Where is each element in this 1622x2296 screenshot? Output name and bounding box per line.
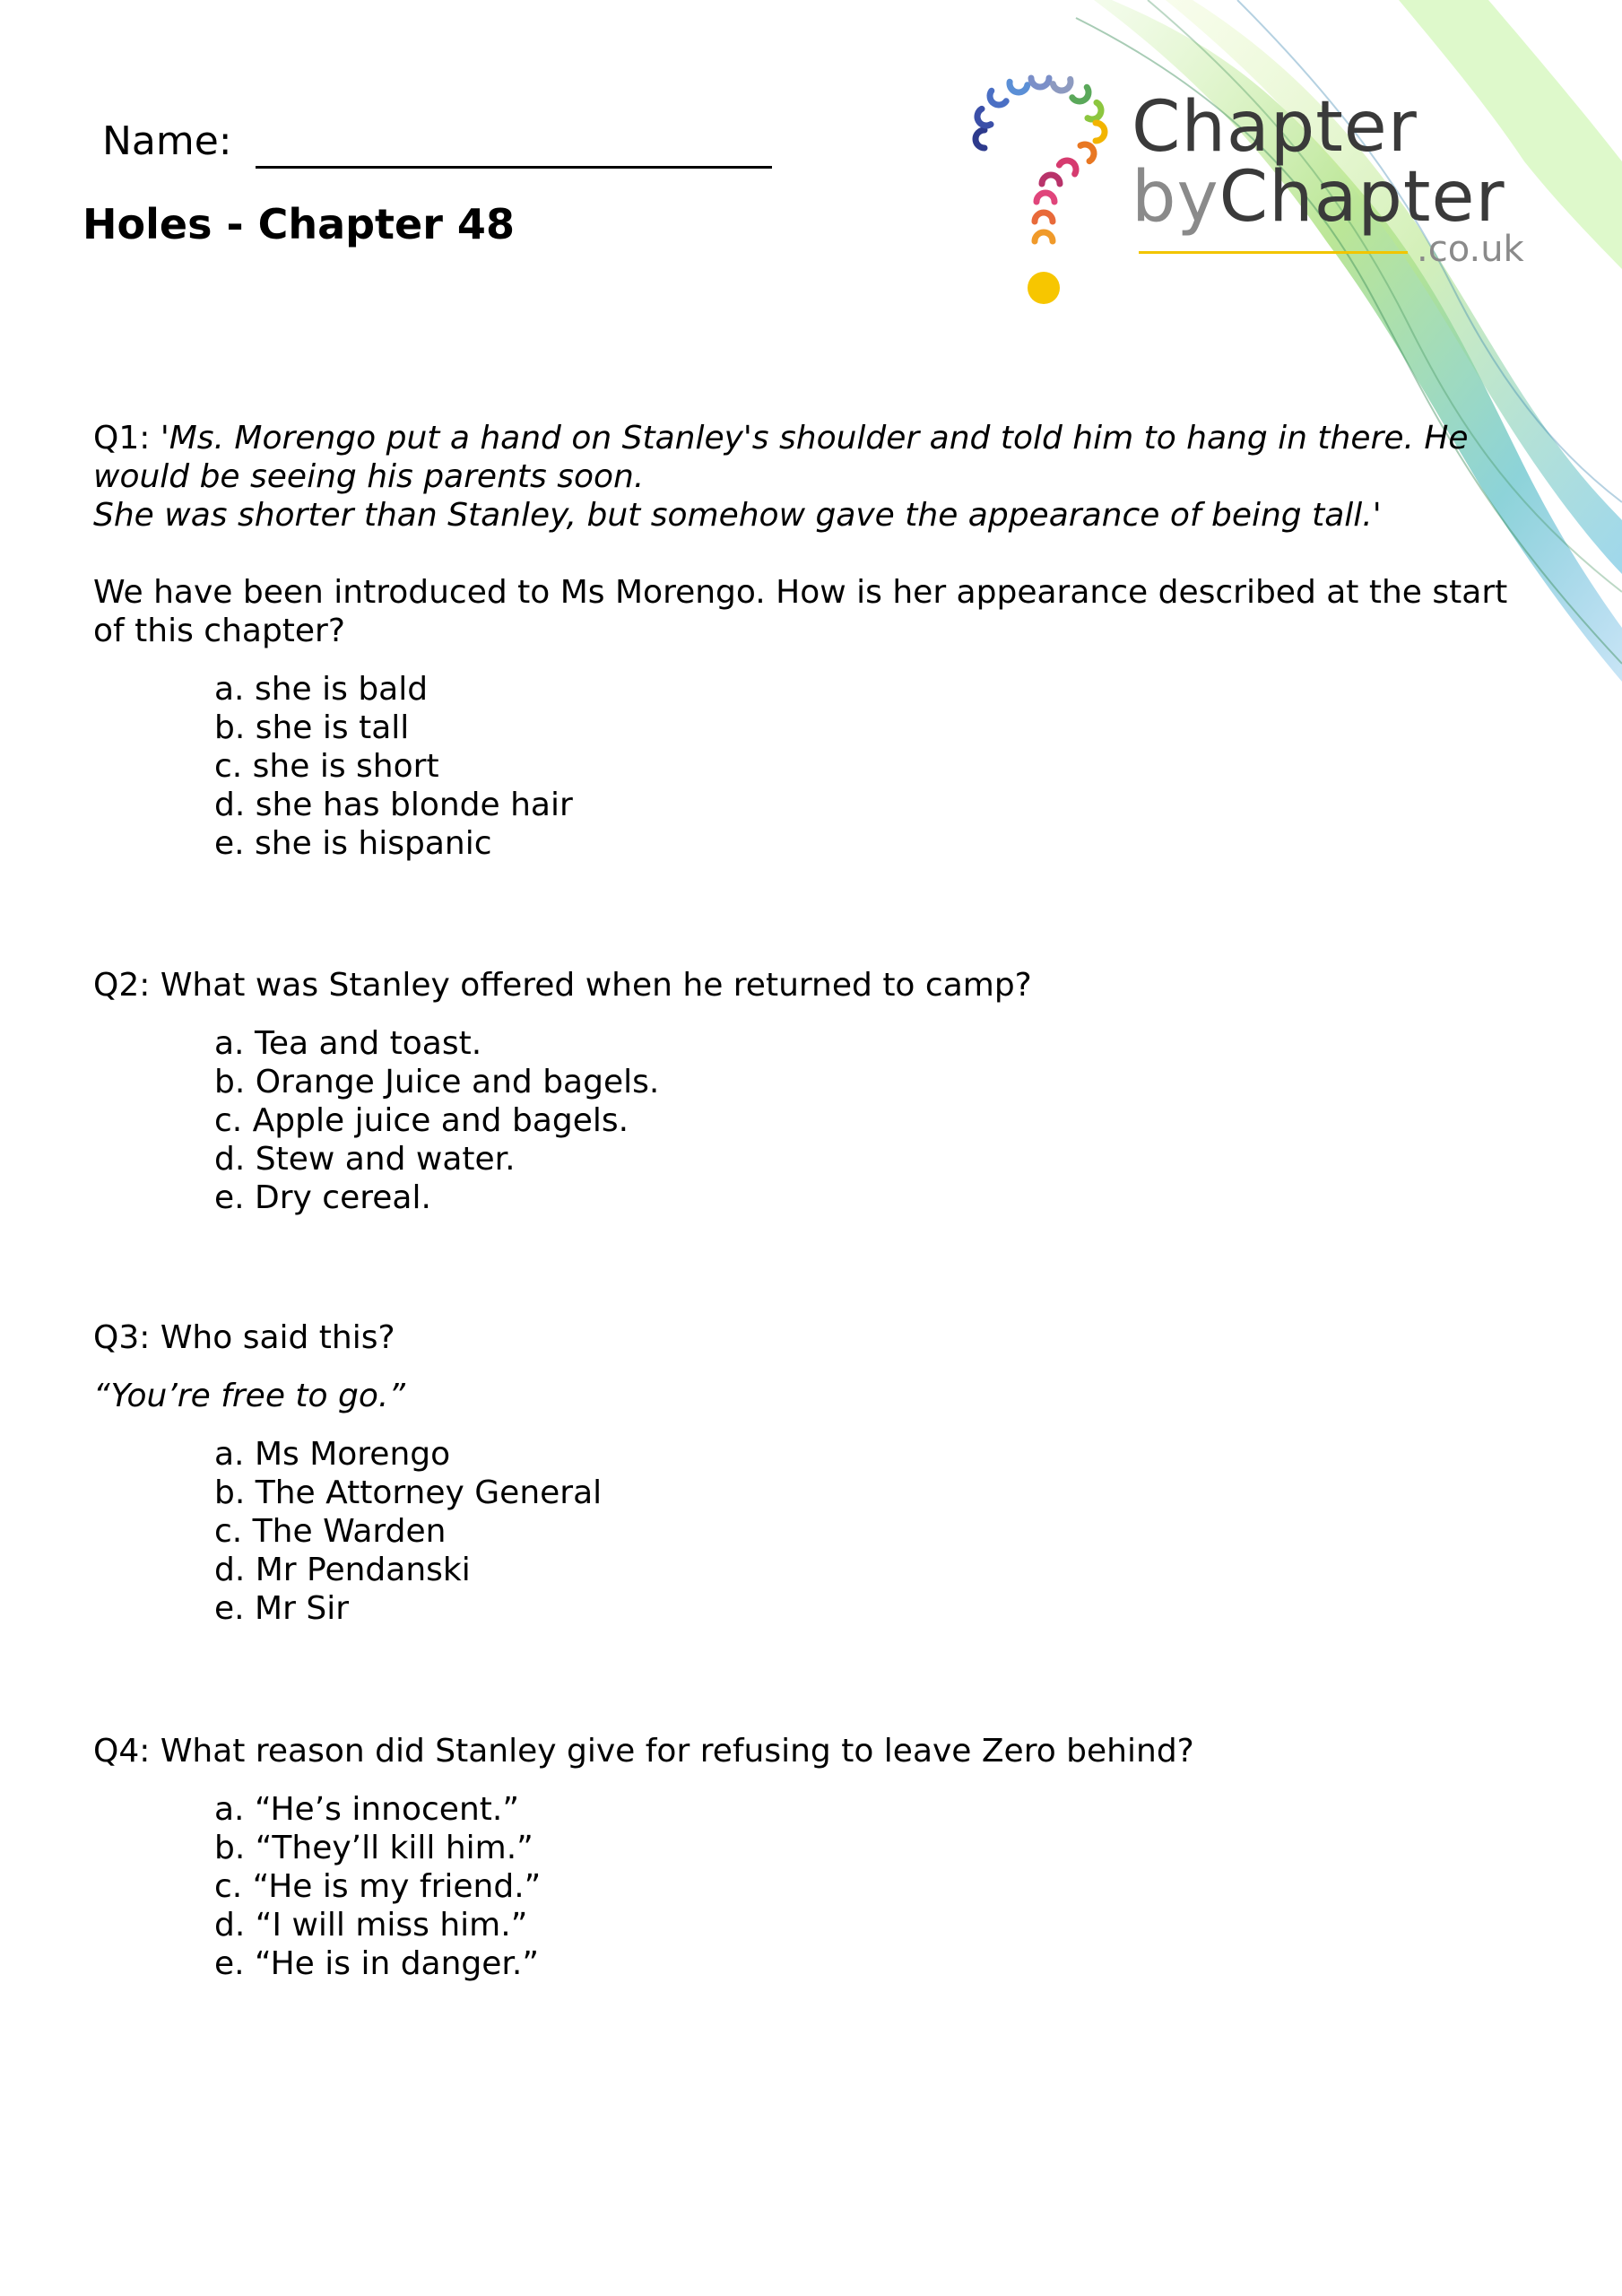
answer-option: a. Tea and toast. bbox=[214, 1025, 482, 1062]
answer-option: b. “They’ll kill him.” bbox=[214, 1830, 533, 1866]
logo-by-text: by bbox=[1132, 157, 1219, 238]
answer-option: e. Mr Sir bbox=[214, 1590, 349, 1627]
question-4 bbox=[93, 1732, 1537, 1983]
name-field-row bbox=[102, 115, 772, 169]
question-1-options bbox=[93, 670, 1537, 863]
answer-option: c. she is short bbox=[214, 748, 439, 785]
question-3-quote: “You’re free to go.” bbox=[93, 1378, 405, 1414]
answer-option: a. Ms Morengo bbox=[214, 1436, 451, 1473]
chapter-by-chapter-logo bbox=[1132, 87, 1544, 278]
answer-option: a. “He’s innocent.” bbox=[214, 1791, 519, 1828]
answer-option: d. she has blonde hair bbox=[214, 787, 573, 823]
logo-by-chapter-text bbox=[1132, 157, 1505, 238]
question-3-options bbox=[93, 1435, 1537, 1628]
question-1-label: Q1: bbox=[93, 420, 151, 457]
worksheet-title: Holes - Chapter 48 bbox=[82, 200, 515, 248]
answer-option: b. The Attorney General bbox=[214, 1474, 603, 1511]
question-2 bbox=[93, 966, 1537, 1217]
logo-domain-suffix: .co.uk bbox=[1417, 229, 1524, 270]
question-3-text: Q3: Who said this? bbox=[93, 1319, 395, 1356]
logo-chapter-text: Chapter bbox=[1132, 87, 1418, 168]
answer-option: c. “He is my friend.” bbox=[214, 1868, 542, 1905]
question-1 bbox=[93, 419, 1537, 863]
question-1-quote-line-3: She was shorter than Stanley, but somehow gave the appearance of being tall.' bbox=[93, 497, 1382, 534]
question-4-text: Q4: What reason did Stanley give for refusing to leave Zero behind? bbox=[93, 1733, 1194, 1770]
question-1-quote-line-1: 'Ms. Morengo put a hand on Stanley's shoulder and told him to hang in there. He bbox=[160, 420, 1469, 457]
logo-chapter-text-2: Chapter bbox=[1219, 157, 1505, 238]
question-2-options bbox=[93, 1024, 1537, 1217]
answer-option: d. Stew and water. bbox=[214, 1141, 516, 1178]
answer-option: e. “He is in danger.” bbox=[214, 1945, 540, 1982]
question-3 bbox=[93, 1318, 1537, 1628]
answer-option: e. she is hispanic bbox=[214, 825, 492, 862]
logo-underline bbox=[1139, 251, 1408, 254]
answer-option: d. “I will miss him.” bbox=[214, 1907, 528, 1944]
answer-option: a. she is bald bbox=[214, 671, 429, 708]
question-1-prompt-line-1: We have been introduced to Ms Morengo. How is her appearance described at the start bbox=[93, 574, 1508, 611]
question-4-options bbox=[93, 1790, 1537, 1983]
answer-option: c. Apple juice and bagels. bbox=[214, 1102, 629, 1139]
answer-option: b. she is tall bbox=[214, 709, 410, 746]
question-1-quote-line-2: would be seeing his parents soon. bbox=[93, 458, 645, 495]
answer-option: d. Mr Pendanski bbox=[214, 1552, 471, 1588]
question-1-prompt-line-2: of this chapter? bbox=[93, 613, 345, 649]
answer-option: b. Orange Juice and bagels. bbox=[214, 1064, 660, 1100]
name-label: Name: bbox=[102, 118, 232, 164]
question-mark-books-icon bbox=[959, 49, 1121, 318]
name-blank-line bbox=[256, 125, 772, 169]
answer-option: e. Dry cereal. bbox=[214, 1179, 431, 1216]
question-2-text: Q2: What was Stanley offered when he returned to camp? bbox=[93, 967, 1032, 1004]
question-1-quote bbox=[93, 419, 1537, 457]
answer-option: c. The Warden bbox=[214, 1513, 447, 1550]
